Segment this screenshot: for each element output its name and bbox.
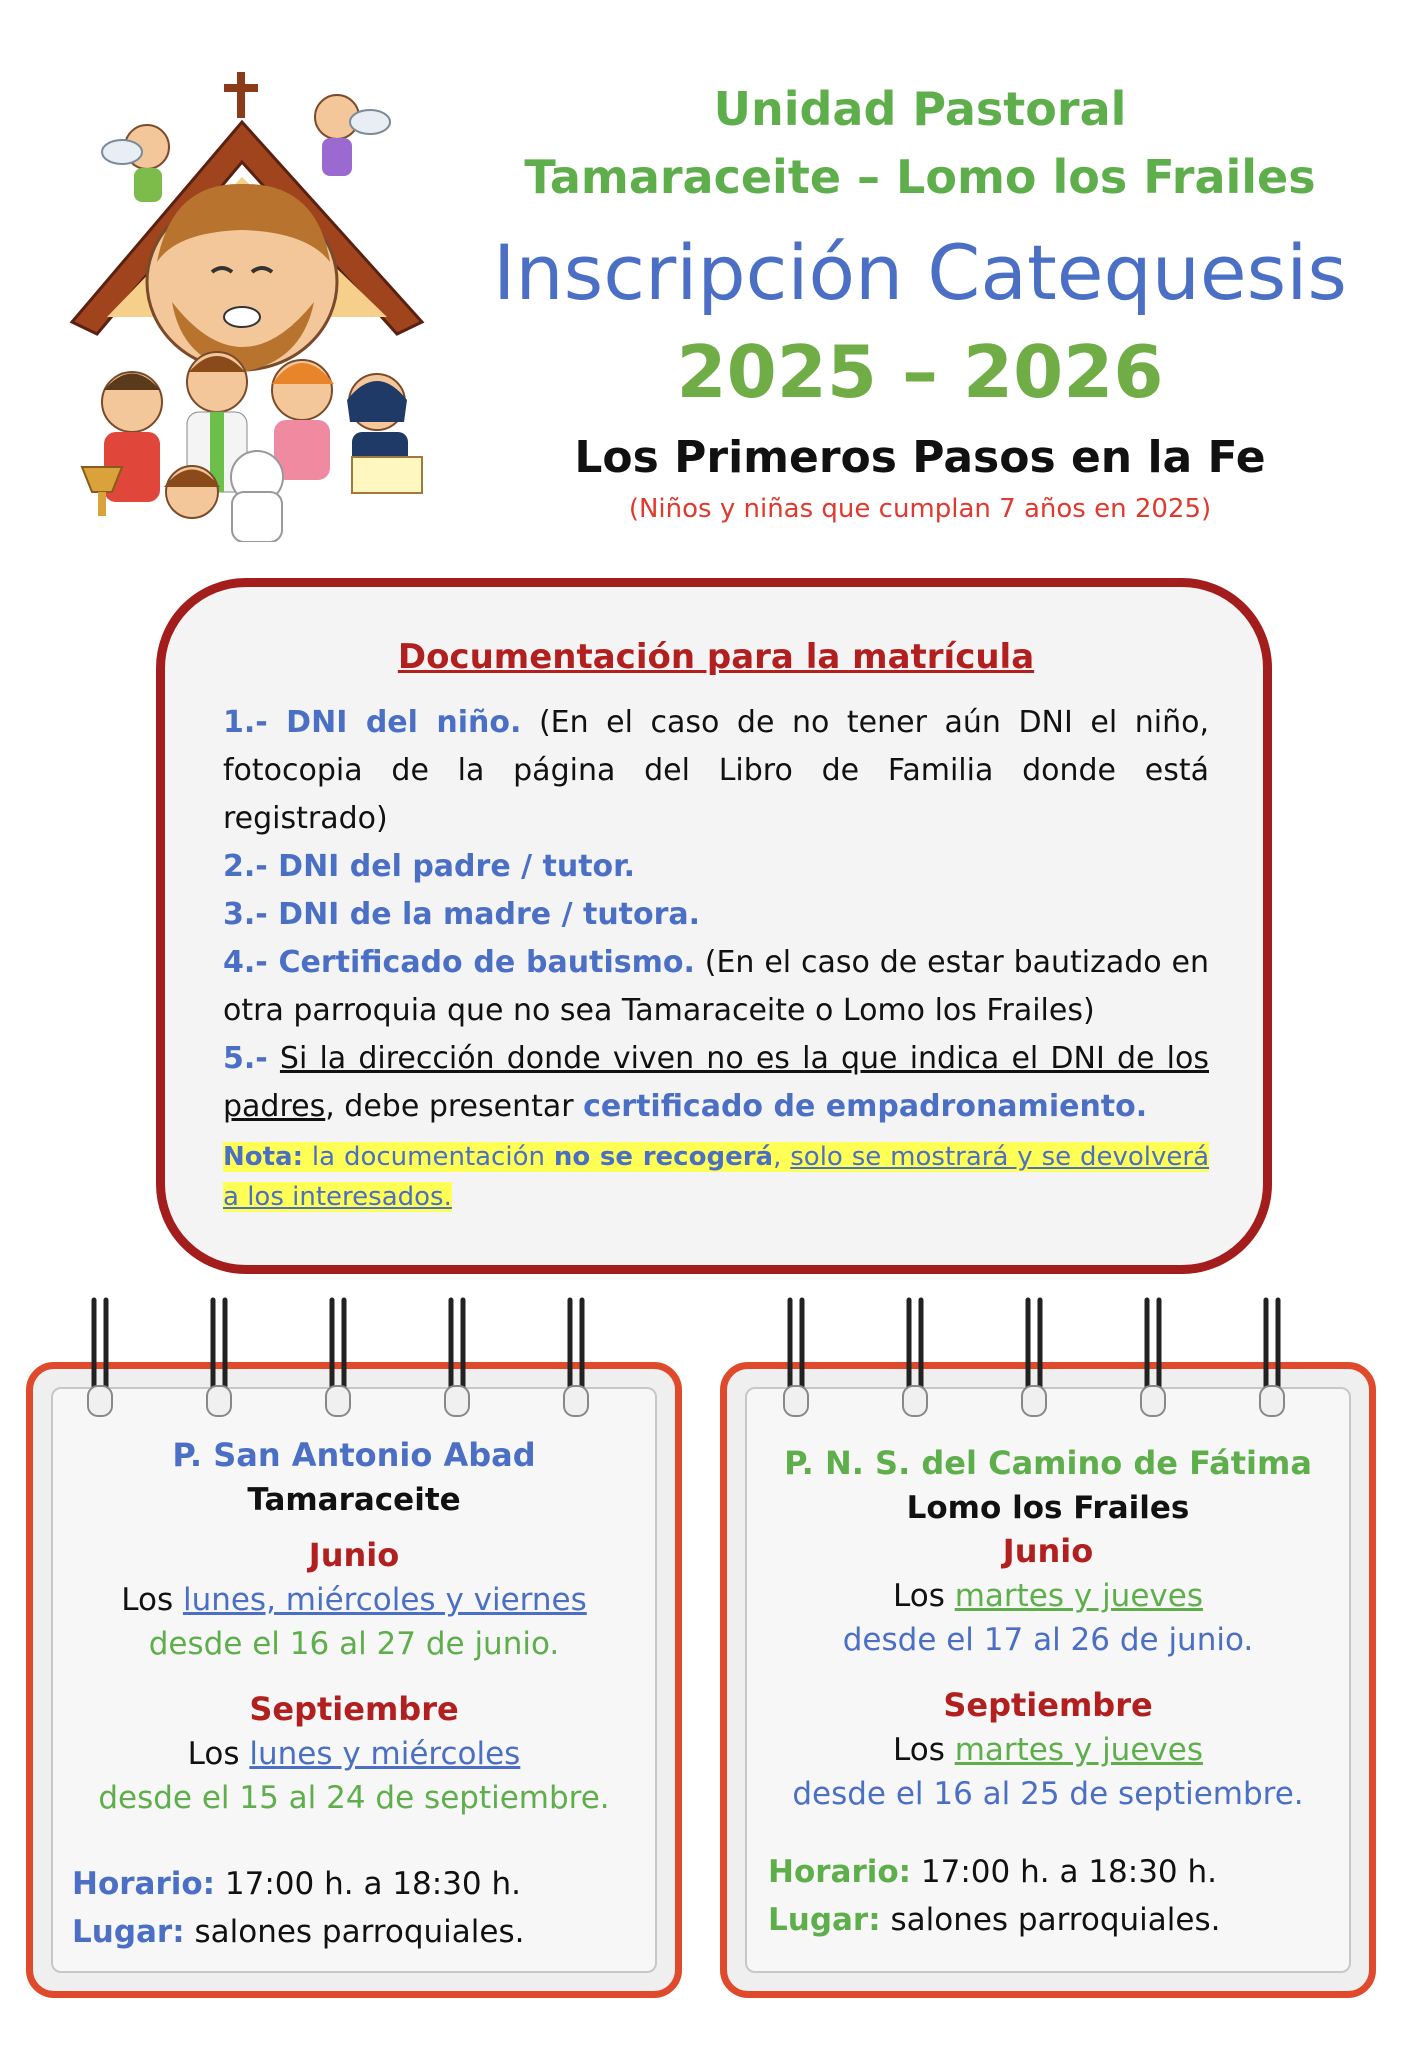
right-lugar-label: Lugar: — [768, 1902, 881, 1938]
right-june-range: desde el 17 al 26 de junio. — [842, 1622, 1254, 1658]
documentation-title: Documentación para la matrícula — [397, 637, 1035, 677]
left-june-days: lunes, miércoles y viernes — [182, 1582, 587, 1618]
left-horario-label: Horario: — [72, 1866, 216, 1902]
left-sept-days: lunes y miércoles — [249, 1736, 521, 1772]
right-lugar-value: salones parroquiales. — [880, 1902, 1221, 1938]
calendar-rings-right — [776, 1290, 1336, 1430]
left-calendar-content — [50, 1436, 658, 1816]
right-horario — [768, 1854, 1217, 1890]
right-june-days: martes y jueves — [954, 1578, 1203, 1614]
note-text-2: , — [773, 1142, 791, 1172]
doc-note — [223, 1137, 1209, 1217]
right-june-days-line — [744, 1578, 1352, 1614]
age-note: (Niños y niñas que cumplan 7 años en 2025) — [628, 494, 1212, 524]
right-horario-label: Horario: — [768, 1854, 912, 1890]
doc-item-5-text: , debe presentar — [325, 1089, 584, 1124]
doc-item-3-label: 3.- DNI de la madre / tutora. — [223, 897, 701, 932]
left-parish-name: P. San Antonio Abad — [172, 1436, 536, 1474]
left-sept-days-line — [50, 1736, 658, 1772]
doc-item-4-label: 4.- Certificado de bautismo. — [223, 945, 695, 980]
left-lugar-label: Lugar: — [72, 1914, 185, 1950]
note-bold: no se recogerá — [553, 1142, 774, 1172]
calendar-rings-left — [80, 1290, 640, 1430]
doc-item-1-label: 1.- DNI del niño. — [223, 705, 522, 740]
right-sept-title: Septiembre — [943, 1686, 1153, 1724]
page-subtitle: Los Primeros Pasos en la Fe — [574, 432, 1266, 483]
documentation-box — [156, 578, 1272, 1274]
doc-item-5-condition: Si la dirección donde viven no es la que indica el DNI de los padres — [223, 1041, 1209, 1124]
left-june-los: Los — [121, 1582, 183, 1618]
left-june-title: Junio — [308, 1536, 400, 1574]
left-june-days-line — [50, 1582, 658, 1618]
doc-item-5 — [223, 1035, 1209, 1131]
left-horario-value: 17:00 h. a 18:30 h. — [215, 1866, 522, 1902]
page-title: Inscripción Catequesis — [493, 228, 1347, 317]
right-parish-place: Lomo los Frailes — [906, 1490, 1190, 1526]
left-sept-range: desde el 15 al 24 de septiembre. — [98, 1780, 610, 1816]
note-text-1: la documentación — [303, 1142, 554, 1172]
doc-item-1 — [223, 699, 1209, 843]
doc-item-4 — [223, 939, 1209, 1035]
right-sept-days-line — [744, 1732, 1352, 1768]
doc-item-5-label: 5.- — [223, 1041, 268, 1076]
church-children-illustration — [52, 72, 442, 542]
right-june-title: Junio — [1002, 1532, 1094, 1570]
pastoral-unit-title: Unidad Pastoral — [713, 82, 1127, 136]
doc-item-2-label: 2.- DNI del padre / tutor. — [223, 849, 636, 884]
right-parish-name: P. N. S. del Camino de Fátima — [784, 1444, 1312, 1482]
doc-item-1-text: (En el caso de no tener aún DNI el niño, fotocopia de la página del Libro de Familia donde está registrado) — [223, 705, 1209, 836]
school-year: 2025 – 2026 — [676, 330, 1164, 414]
note-label: Nota: — [223, 1142, 303, 1172]
right-june-los: Los — [893, 1578, 955, 1614]
left-june-range: desde el 16 al 27 de junio. — [148, 1626, 560, 1662]
doc-item-3 — [223, 891, 1209, 939]
left-sept-los: Los — [187, 1736, 250, 1772]
pastoral-unit-places: Tamaraceite – Lomo los Frailes — [524, 150, 1316, 204]
left-sept-title: Septiembre — [249, 1690, 459, 1728]
right-sept-range: desde el 16 al 25 de septiembre. — [792, 1776, 1304, 1812]
right-calendar-content — [744, 1444, 1352, 1812]
right-lugar — [768, 1902, 1220, 1938]
left-lugar — [72, 1914, 524, 1950]
right-sept-los: Los — [893, 1732, 955, 1768]
doc-item-5-document: certificado de empadronamiento. — [583, 1089, 1148, 1124]
doc-item-4-text: (En el caso de estar bautizado en otra parroquia que no sea Tamaraceite o Lomo los Frailes) — [223, 945, 1209, 1028]
left-lugar-value: salones parroquiales. — [184, 1914, 525, 1950]
note-underlined: solo se mostrará y se devolverá a los interesados. — [223, 1142, 1210, 1212]
right-sept-days: martes y jueves — [954, 1732, 1203, 1768]
right-horario-value: 17:00 h. a 18:30 h. — [911, 1854, 1218, 1890]
left-horario — [72, 1866, 521, 1902]
doc-item-2 — [223, 843, 1209, 891]
left-parish-place: Tamaraceite — [247, 1482, 461, 1518]
